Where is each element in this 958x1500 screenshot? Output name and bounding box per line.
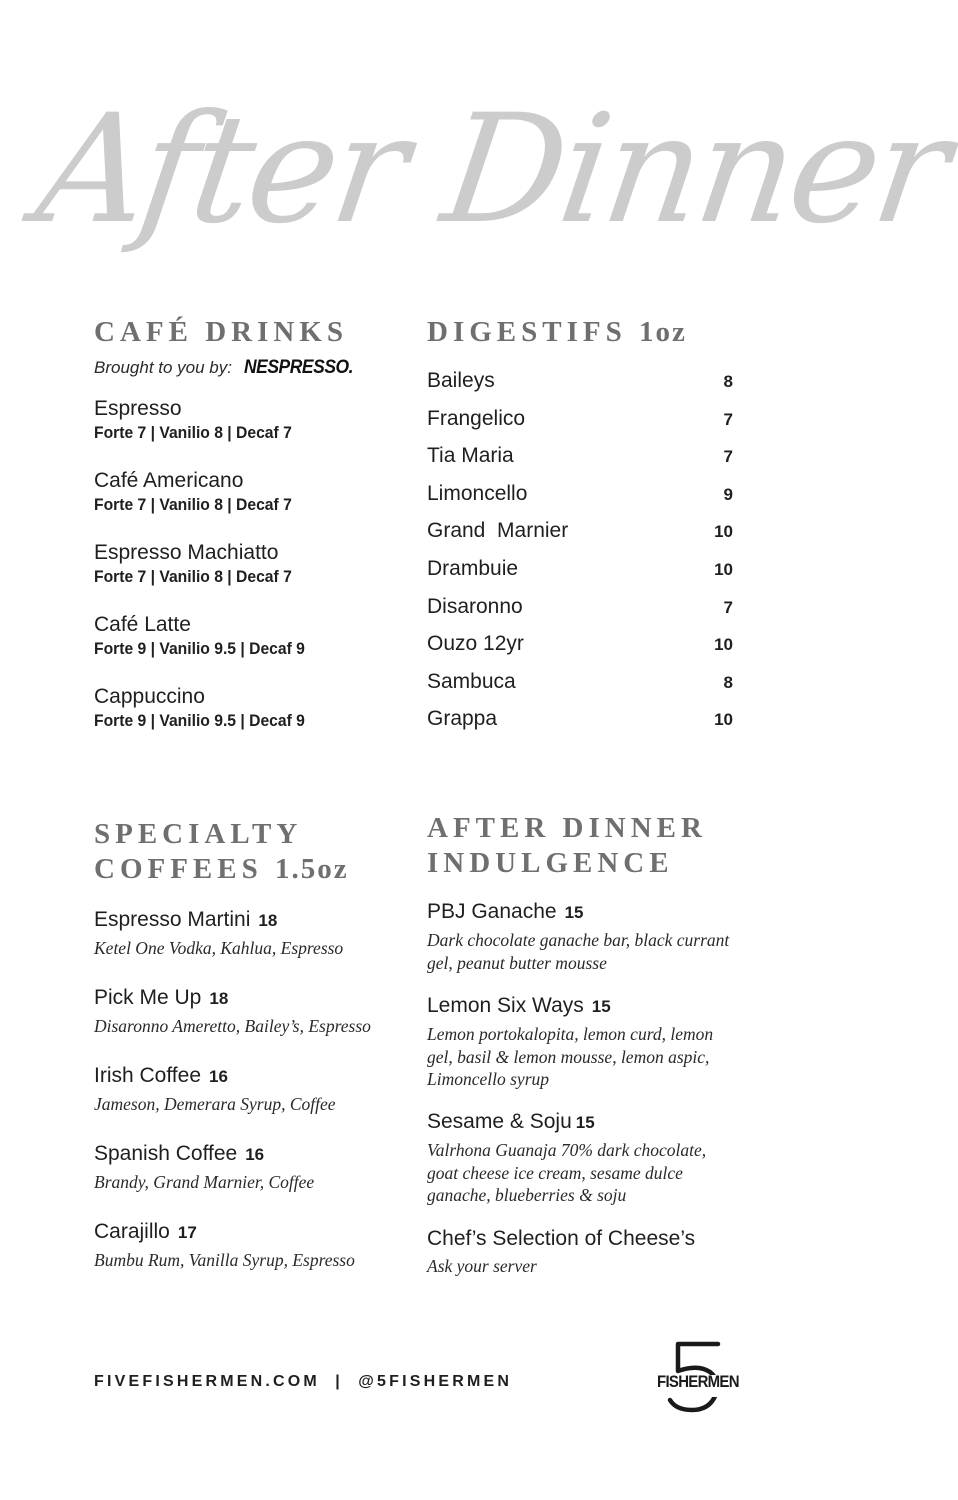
digestif-price: 7 <box>723 447 733 467</box>
nespresso-logo: NESPRESSO. <box>243 357 354 378</box>
digestif-price: 10 <box>714 522 733 542</box>
specialty-unit: 1.5oz <box>275 853 349 885</box>
digestifs-section <box>427 315 733 745</box>
digestif-row <box>427 482 733 520</box>
specialty-item-desc: Ketel One Vodka, Kahlua, Espresso <box>94 938 344 958</box>
digestif-name: Limoncello <box>427 481 528 505</box>
indulgence-heading-line1: AFTER DINNER <box>427 812 707 844</box>
digestif-row <box>427 444 733 482</box>
digestif-name: Ouzo 12yr <box>427 632 524 656</box>
digestif-price: 10 <box>714 559 733 579</box>
specialty-item-price: 18 <box>209 989 229 1008</box>
indulgence-item <box>427 1109 737 1226</box>
specialty-item-desc: Jameson, Demerara Syrup, Coffee <box>94 1094 336 1114</box>
footer-contact: FIVEFISHERMEN.COM | @5FISHERMEN <box>94 1373 513 1390</box>
indulgence-item-name: PBJ Ganache <box>427 900 557 923</box>
specialty-item <box>94 1063 404 1141</box>
digestif-name: Grand Marnier <box>427 519 569 543</box>
cafe-item-prices: Forte 9 | Vanilio 9.5 | Decaf 9 <box>94 712 305 730</box>
cafe-item <box>94 540 424 612</box>
cafe-item-name: Café Latte <box>94 613 191 636</box>
digestifs-heading-text: DIGESTIFS <box>427 316 627 348</box>
specialty-item-price: 17 <box>177 1223 197 1242</box>
specialty-item-desc: Bumbu Rum, Vanilla Syrup, Espresso <box>94 1250 355 1270</box>
cafe-item-name: Cappuccino <box>94 685 205 708</box>
digestif-name: Baileys <box>427 369 495 392</box>
digestif-price: 10 <box>714 635 733 655</box>
indulgence-item-name: Lemon Six Ways <box>427 994 584 1017</box>
specialty-item-desc: Brandy, Grand Marnier, Coffee <box>94 1172 315 1192</box>
digestif-name: Tia Maria <box>427 444 514 468</box>
digestif-row <box>427 519 733 557</box>
cafe-item-prices: Forte 9 | Vanilio 9.5 | Decaf 9 <box>94 640 305 658</box>
indulgence-section <box>427 811 737 1278</box>
five-fishermen-logo <box>652 1338 739 1412</box>
digestif-price: 7 <box>723 409 733 429</box>
digestif-price: 10 <box>714 710 733 730</box>
digestif-row <box>427 595 733 633</box>
specialty-heading-line2: COFFEES <box>94 853 263 885</box>
cafe-item-name: Espresso Machiatto <box>94 541 279 564</box>
digestif-price: 9 <box>723 484 733 504</box>
indulgence-item-desc: Ask your server <box>427 1256 537 1276</box>
specialty-item-desc: Disaronno Ameretto, Bailey’s, Espresso <box>94 1016 371 1036</box>
digestif-name: Grappa <box>427 707 498 731</box>
indulgence-item-desc: Lemon portokalopita, lemon curd, lemon gel, basil & lemon mousse, lemon aspic, Limoncello syrup <box>427 1024 714 1089</box>
specialty-item <box>94 985 404 1063</box>
logo-text: FISHERMEN <box>657 1372 739 1391</box>
cafe-item <box>94 468 424 540</box>
digestif-name: Sambuca <box>427 669 516 693</box>
indulgence-item <box>427 1226 737 1278</box>
indulgence-item-price: 15 <box>591 997 611 1016</box>
brought-by-label: Brought to you by: <box>94 358 232 377</box>
digestif-price: 7 <box>723 597 733 617</box>
digestifs-unit: 1oz <box>638 316 687 348</box>
indulgence-item-price: 15 <box>575 1113 595 1132</box>
specialty-item-price: 18 <box>258 911 278 930</box>
cafe-item <box>94 396 424 468</box>
specialty-item-price: 16 <box>209 1067 228 1086</box>
specialty-item-name: Espresso Martini <box>94 908 251 931</box>
indulgence-item <box>427 899 737 993</box>
cafe-item-name: Espresso <box>94 397 182 420</box>
cafe-drinks-heading: CAFÉ DRINKS <box>94 316 348 348</box>
specialty-coffees-section <box>94 817 404 1297</box>
indulgence-heading-line2: INDULGENCE <box>427 847 674 879</box>
specialty-item-name: Carajillo <box>94 1220 170 1243</box>
specialty-item-name: Irish Coffee <box>94 1064 201 1087</box>
cafe-item <box>94 612 424 684</box>
sponsor-line <box>94 357 424 379</box>
digestif-row <box>427 557 733 595</box>
digestif-name: Drambuie <box>427 556 519 580</box>
indulgence-item-desc: Dark chocolate ganache bar, black currant gel, peanut butter mousse <box>427 930 730 973</box>
cafe-drinks-section <box>94 315 424 756</box>
cafe-item <box>94 684 424 756</box>
digestif-row <box>427 707 733 745</box>
page-title: After Dinner <box>27 83 956 257</box>
cafe-item-prices: Forte 7 | Vanilio 8 | Decaf 7 <box>94 496 292 514</box>
indulgence-item-price: 15 <box>564 903 584 922</box>
digestifs-heading <box>427 315 733 350</box>
cafe-item-prices: Forte 7 | Vanilio 8 | Decaf 7 <box>94 424 292 442</box>
specialty-heading-line1: SPECIALTY <box>94 818 303 850</box>
digestif-row <box>427 407 733 445</box>
digestif-row <box>427 670 733 708</box>
digestif-name: Disaronno <box>427 594 523 618</box>
digestif-price: 8 <box>723 672 733 692</box>
specialty-item-name: Pick Me Up <box>94 986 202 1009</box>
indulgence-item <box>427 993 737 1109</box>
indulgence-item-name: Sesame & Soju <box>427 1110 572 1133</box>
cafe-item-name: Café Americano <box>94 469 244 492</box>
digestif-row <box>427 369 733 407</box>
cafe-item-prices: Forte 7 | Vanilio 8 | Decaf 7 <box>94 568 292 586</box>
specialty-item <box>94 1141 404 1219</box>
specialty-heading <box>94 817 404 887</box>
indulgence-item-desc: Valrhona Guanaja 70% dark chocolate, goat cheese ice cream, sesame dulce ganache, blueberries & soju <box>427 1140 707 1205</box>
specialty-item-name: Spanish Coffee <box>94 1142 238 1165</box>
indulgence-item-name: Chef’s Selection of Cheese’s <box>427 1227 696 1250</box>
digestif-price: 8 <box>723 372 733 391</box>
digestif-name: Frangelico <box>427 406 526 430</box>
indulgence-heading <box>427 811 737 881</box>
specialty-item <box>94 907 404 985</box>
specialty-item <box>94 1219 404 1297</box>
digestif-row <box>427 632 733 670</box>
specialty-item-price: 16 <box>245 1145 265 1164</box>
